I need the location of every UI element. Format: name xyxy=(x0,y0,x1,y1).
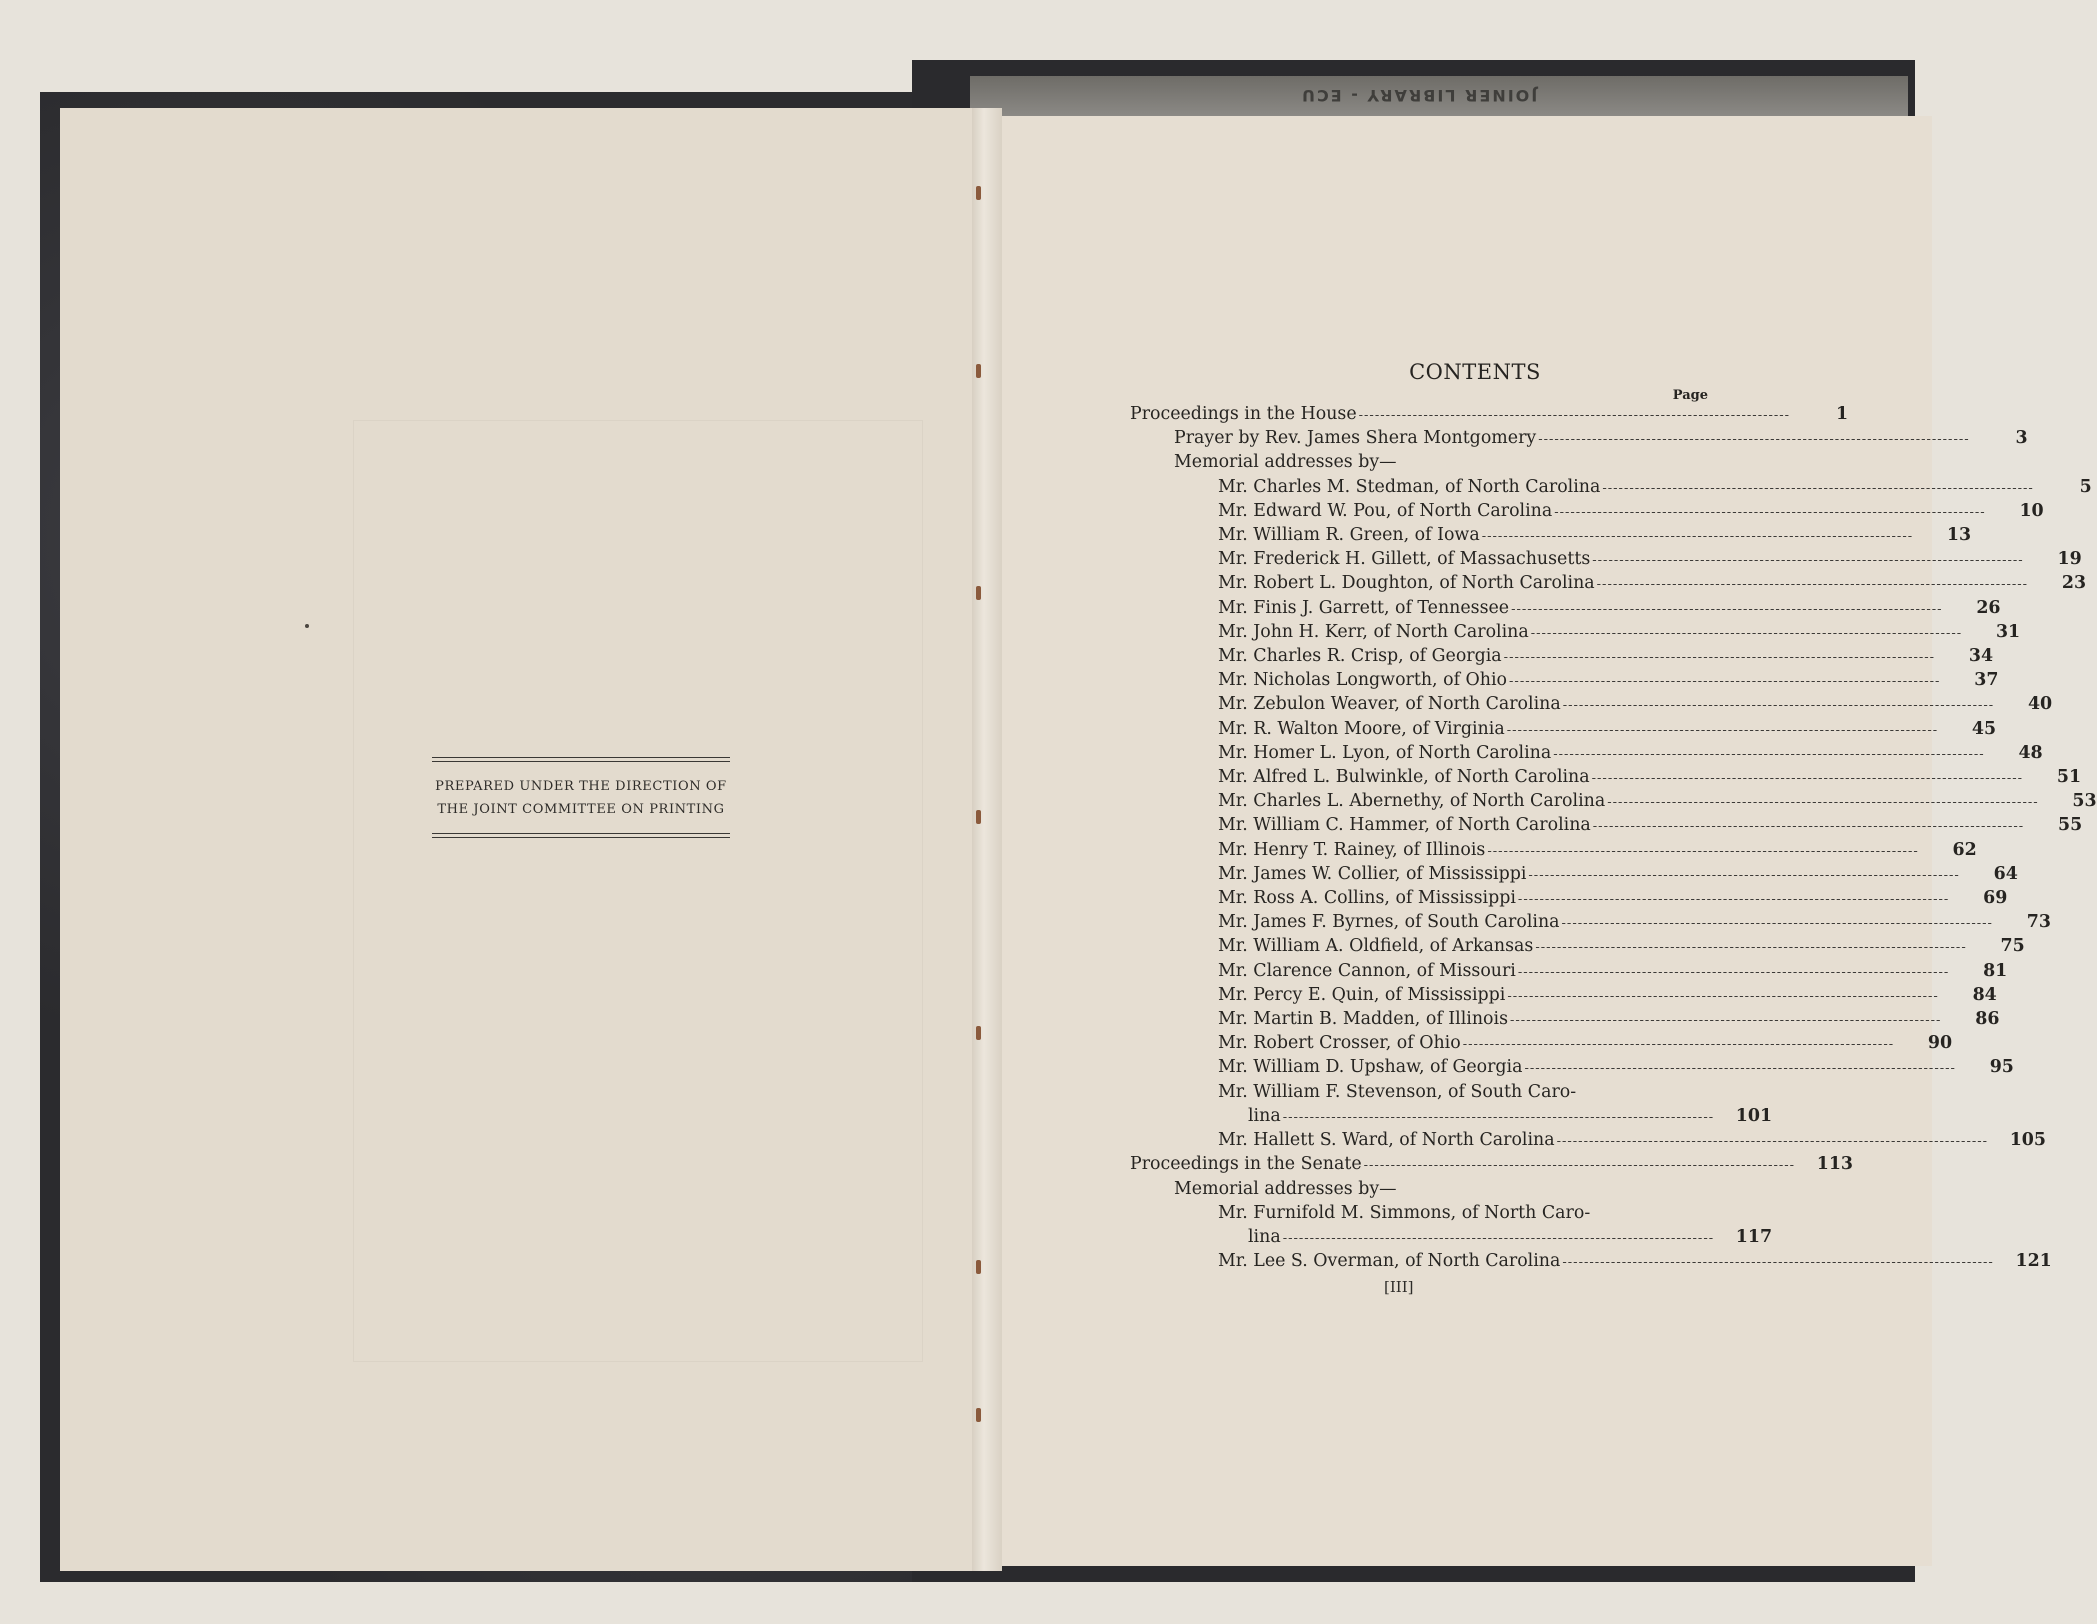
contents-entry xyxy=(1130,500,2044,524)
entry-page-number: 86 xyxy=(1975,1009,2000,1030)
contents-entry xyxy=(1130,766,2082,790)
imprint-block xyxy=(432,757,730,841)
dot-leader: -------------------------------------------------------------------------------- xyxy=(1517,964,1950,980)
contents-entry xyxy=(1130,718,1997,742)
entry-page-number: 51 xyxy=(2056,767,2082,788)
entry-label: Mr. R. Walton Moore, of Virginia xyxy=(1218,718,1505,739)
dot-leader: -------------------------------------------------------------------------------- xyxy=(1506,722,1939,738)
contents-entry xyxy=(1130,548,2082,572)
contents-entry xyxy=(1130,839,1977,863)
entry-label: Mr. William R. Green, of Iowa xyxy=(1218,525,1480,546)
contents-entry xyxy=(1130,1129,2047,1153)
entry-label: Mr. William C. Hammer, of North Carolina xyxy=(1218,815,1591,836)
entry-label: Mr. Nicholas Longworth, of Ohio xyxy=(1218,670,1508,691)
entry-label: Mr. Ross A. Collins, of Mississippi xyxy=(1218,888,1516,909)
contents-entry xyxy=(1130,669,1999,693)
entry-label: Mr. Robert L. Doughton, of North Carolina xyxy=(1218,573,1595,594)
dot-leader: -------------------------------------------------------------------------------- xyxy=(1562,698,1995,714)
entry-label: Mr. Lee S. Overman, of North Carolina xyxy=(1218,1251,1561,1272)
binding-stitch xyxy=(976,364,981,378)
contents-entry xyxy=(1130,814,2083,838)
dot-leader: -------------------------------------------------------------------------------- xyxy=(1481,529,1914,545)
entry-page-number: 34 xyxy=(1968,646,1994,667)
dot-leader: -------------------------------------------------------------------------------- xyxy=(1592,553,2024,569)
entry-label: lina xyxy=(1248,1226,1281,1247)
dot-leader: -------------------------------------------------------------------------------- xyxy=(1530,625,1963,641)
dot-leader: -------------------------------------------------------------------------------- xyxy=(1462,1037,1895,1053)
entry-label: Mr. Charles M. Stedman, of North Carolina xyxy=(1218,476,1601,497)
dot-leader: -------------------------------------------------------------------------------- xyxy=(1535,940,1967,956)
entry-label: Mr. Henry T. Rainey, of Illinois xyxy=(1218,839,1486,860)
entry-label: Mr. Charles L. Abernethy, of North Carolina xyxy=(1218,791,1606,812)
entry-label: Mr. Percy E. Quin, of Mississippi xyxy=(1218,984,1506,1005)
contents-entry xyxy=(1130,476,2092,500)
contents-entry xyxy=(1130,1008,2000,1032)
show-through-panel xyxy=(353,420,923,1362)
entry-label: Mr. Hallett S. Ward, of North Carolina xyxy=(1218,1130,1555,1151)
entry-label: Mr. Edward W. Pou, of North Carolina xyxy=(1218,500,1553,521)
entry-page-number: 90 xyxy=(1927,1033,1953,1054)
entry-label: lina xyxy=(1248,1105,1281,1126)
imprint-line-1: PREPARED UNDER THE DIRECTION OF xyxy=(435,779,727,794)
dot-leader: -------------------------------------------------------------------------------- xyxy=(1602,480,2034,496)
book-gutter xyxy=(972,108,1002,1571)
entry-page-number: 84 xyxy=(1972,984,1997,1005)
contents-entry xyxy=(1130,984,1997,1008)
dot-leader: -------------------------------------------------------------------------------- xyxy=(1528,867,1960,883)
entry-page-number: 31 xyxy=(1995,621,2021,642)
imprint-rule-top-2 xyxy=(432,761,730,762)
contents-entry xyxy=(1130,621,2021,645)
entry-page-number: 45 xyxy=(1971,718,1997,739)
entry-page-number: 1 xyxy=(1835,404,1849,424)
contents-entry xyxy=(1130,742,2043,766)
entry-page-number: 121 xyxy=(2015,1251,2052,1272)
entry-label: Mr. Clarence Cannon, of Missouri xyxy=(1218,960,1516,981)
binding-stitch xyxy=(976,586,981,600)
entry-page-number: 19 xyxy=(2057,549,2082,570)
library-stamp: JOINER LIBRARY - ECU xyxy=(1300,86,1538,105)
entry-label: Mr. Finis J. Garrett, of Tennessee xyxy=(1218,597,1510,618)
entry-label: Mr. James W. Collier, of Mississippi xyxy=(1218,863,1527,884)
contents-entry xyxy=(1130,1250,2052,1274)
dot-leader: -------------------------------------------------------------------------------- xyxy=(1591,771,2024,787)
contents-entry xyxy=(1130,1202,1710,1226)
dot-leader: -------------------------------------------------------------------------------- xyxy=(1507,988,1939,1004)
entry-page-number: 69 xyxy=(1983,888,2008,909)
entry-label: Mr. John H. Kerr, of North Carolina xyxy=(1218,621,1529,642)
entry-page-number: 37 xyxy=(1974,670,1999,691)
entry-page-number: 62 xyxy=(1952,839,1977,860)
dot-leader: -------------------------------------------------------------------------------- xyxy=(1511,601,1943,617)
entry-page-number: 23 xyxy=(2061,573,2087,594)
dot-leader: -------------------------------------------------------------------------------- xyxy=(1487,843,1919,859)
contents-entry xyxy=(1130,1081,1710,1105)
page-edge-top xyxy=(970,76,1908,116)
contents-entry xyxy=(1130,1032,1953,1056)
binding-stitch xyxy=(976,1408,981,1422)
entry-page-number: 113 xyxy=(1816,1154,1854,1175)
entry-page-number: 40 xyxy=(2027,694,2053,715)
entry-page-number: 73 xyxy=(2026,912,2051,933)
entry-label: Proceedings in the House xyxy=(1130,404,1357,424)
entry-label: Mr. William A. Oldfield, of Arkansas xyxy=(1218,936,1534,957)
dot-leader: -------------------------------------------------------------------------------- xyxy=(1596,577,2029,593)
entry-label: Mr. Zebulon Weaver, of North Carolina xyxy=(1218,694,1561,715)
dot-leader: -------------------------------------------------------------------------------- xyxy=(1538,432,1970,448)
dot-leader: -------------------------------------------------------------------------------- xyxy=(1556,1134,1989,1150)
entry-label: Mr. Furnifold M. Simmons, of North Caro- xyxy=(1218,1202,1591,1223)
entry-page-number: 5 xyxy=(2079,476,2092,497)
contents-entry xyxy=(1130,887,2008,911)
dot-leader: -------------------------------------------------------------------------------- xyxy=(1562,1255,1994,1271)
contents-entry xyxy=(1130,524,1972,548)
entry-page-number: 53 xyxy=(2072,791,2097,812)
entry-label: Proceedings in the Senate xyxy=(1130,1154,1362,1175)
entry-page-number: 117 xyxy=(1735,1226,1773,1247)
page-column-header: Page xyxy=(1672,388,1708,403)
contents-entry xyxy=(1130,1153,1854,1177)
dot-leader: -------------------------------------------------------------------------------- xyxy=(1509,674,1941,690)
imprint-text xyxy=(432,765,730,833)
entry-label: Mr. Robert Crosser, of Ohio xyxy=(1218,1033,1461,1054)
entry-label: Mr. Alfred L. Bulwinkle, of North Carolina xyxy=(1218,767,1590,788)
entry-page-number: 105 xyxy=(2009,1130,2047,1151)
dot-leader: -------------------------------------------------------------------------------- xyxy=(1358,408,1791,423)
entry-label: Mr. Homer L. Lyon, of North Carolina xyxy=(1218,742,1552,763)
binding-stitch xyxy=(976,810,981,824)
contents-entry xyxy=(1130,1226,1773,1250)
dot-leader: -------------------------------------------------------------------------------- xyxy=(1517,892,1950,908)
imprint-rule-bottom-2 xyxy=(432,837,730,838)
entry-page-number: 13 xyxy=(1946,525,1972,546)
entry-label: Mr. William D. Upshaw, of Georgia xyxy=(1218,1057,1523,1078)
dot-leader: -------------------------------------------------------------------------------- xyxy=(1607,795,2039,811)
entry-label: Mr. William F. Stevenson, of South Caro- xyxy=(1218,1081,1577,1102)
imprint-line-2: THE JOINT COMMITTEE ON PRINTING xyxy=(437,802,725,817)
dot-leader: -------------------------------------------------------------------------------- xyxy=(1524,1061,1956,1077)
contents-entry xyxy=(1130,427,2028,451)
entry-page-number: 48 xyxy=(2018,742,2043,763)
entry-page-number: 10 xyxy=(2019,500,2044,521)
contents-entry xyxy=(1130,693,2053,717)
dot-leader: -------------------------------------------------------------------------------- xyxy=(1554,504,1986,520)
dot-leader: -------------------------------------------------------------------------------- xyxy=(1510,1013,1942,1029)
entry-page-number: 26 xyxy=(1976,597,2001,618)
dot-leader: -------------------------------------------------------------------------------- xyxy=(1503,650,1936,666)
contents-entry xyxy=(1130,597,2001,621)
entry-page-number: 95 xyxy=(1989,1057,2014,1078)
contents-entry xyxy=(1130,790,2097,814)
dot-leader: -------------------------------------------------------------------------------- xyxy=(1282,1230,1715,1246)
imprint-rule-top-1 xyxy=(432,757,730,758)
entry-page-number: 55 xyxy=(2057,815,2083,836)
dot-leader: -------------------------------------------------------------------------------- xyxy=(1553,746,1985,762)
contents-entry xyxy=(1130,960,2008,984)
contents-entry xyxy=(1130,1056,2014,1080)
entry-page-number: 101 xyxy=(1735,1105,1773,1126)
contents-entry xyxy=(1130,645,1994,669)
contents-list xyxy=(1130,403,2097,1274)
contents-entry xyxy=(1130,572,2087,596)
contents-entry xyxy=(1130,451,1710,475)
table-of-contents xyxy=(1130,360,2097,1274)
entry-label: Memorial addresses by— xyxy=(1174,1178,1397,1199)
contents-title: CONTENTS xyxy=(1409,360,1541,384)
imprint-rule-bottom-1 xyxy=(432,833,730,834)
dot-leader: -------------------------------------------------------------------------------- xyxy=(1282,1109,1715,1125)
dot-leader: -------------------------------------------------------------------------------- xyxy=(1561,916,1993,932)
entry-label: Mr. James F. Byrnes, of South Carolina xyxy=(1218,912,1560,933)
paper-speck xyxy=(305,624,309,628)
contents-entry xyxy=(1130,1105,1773,1129)
entry-page-number: 75 xyxy=(2000,936,2025,957)
entry-label: Mr. Martin B. Madden, of Illinois xyxy=(1218,1009,1509,1030)
entry-label: Memorial addresses by— xyxy=(1174,452,1397,473)
entry-label: Mr. Frederick H. Gillett, of Massachusetts xyxy=(1218,549,1591,570)
dot-leader: -------------------------------------------------------------------------------- xyxy=(1592,819,2025,835)
binding-stitch xyxy=(976,1260,981,1274)
contents-entry xyxy=(1130,863,2018,887)
contents-entry xyxy=(1130,1178,1710,1202)
entry-label: Prayer by Rev. James Shera Montgomery xyxy=(1174,428,1537,449)
contents-entry xyxy=(1130,935,2025,959)
contents-entry xyxy=(1130,911,2051,935)
entry-page-number: 81 xyxy=(1983,960,2008,981)
dot-leader: -------------------------------------------------------------------------------- xyxy=(1363,1158,1796,1174)
entry-page-number: 3 xyxy=(2015,428,2028,449)
entry-page-number: 64 xyxy=(1993,863,2018,884)
contents-entry xyxy=(1130,403,1849,427)
entry-label: Mr. Charles R. Crisp, of Georgia xyxy=(1218,646,1502,667)
page-folio: [III] xyxy=(1384,1278,1414,1296)
binding-stitch xyxy=(976,1026,981,1040)
binding-stitch xyxy=(976,186,981,200)
